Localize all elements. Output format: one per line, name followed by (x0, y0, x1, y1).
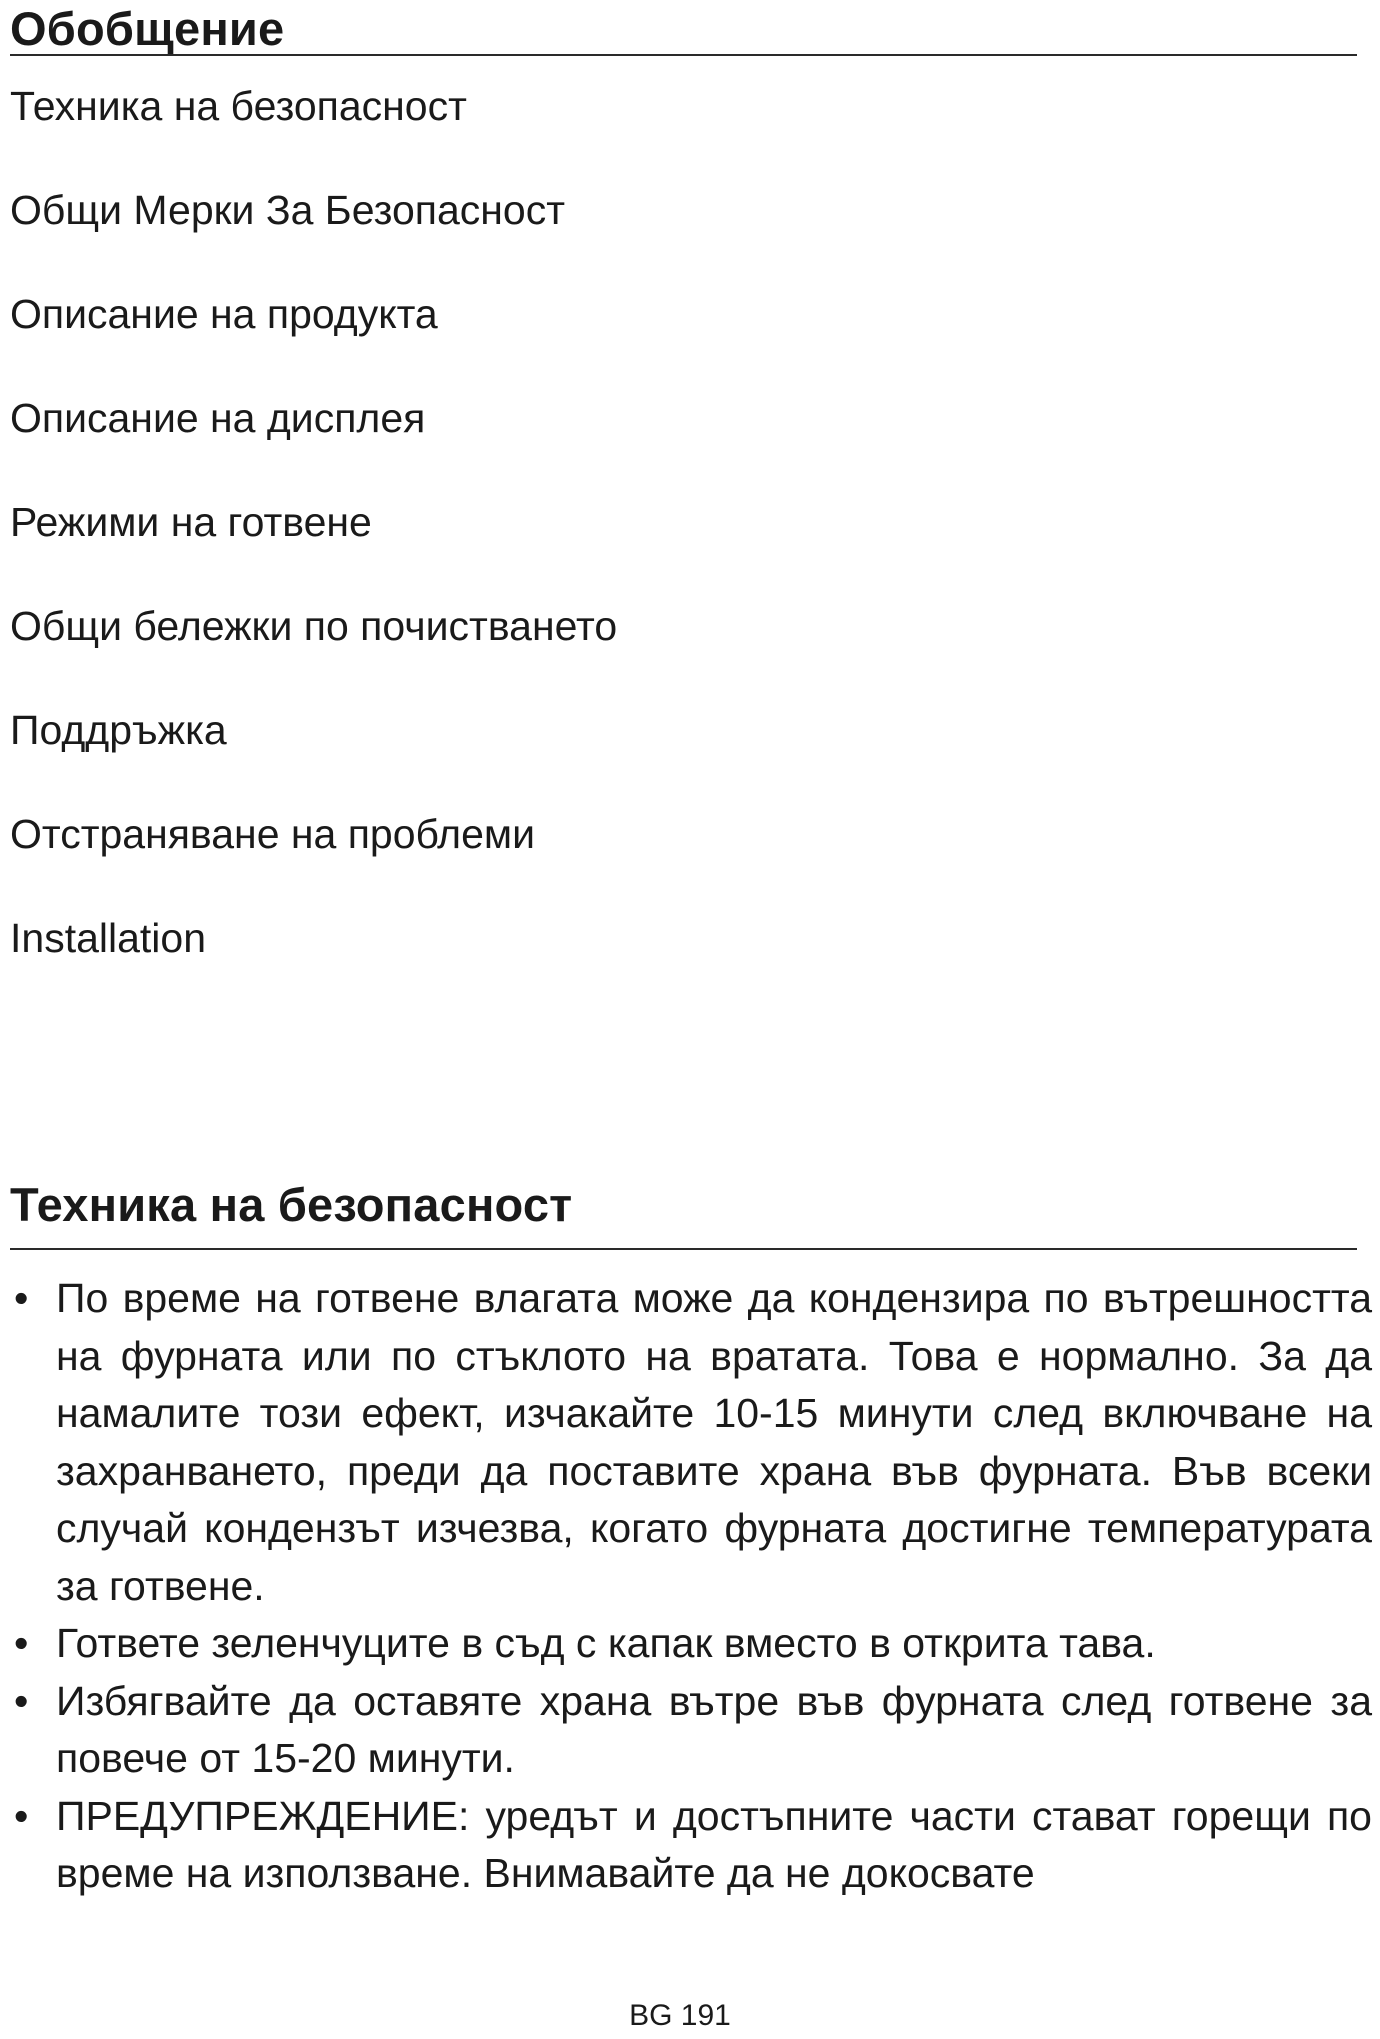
safety-bullet (12, 1788, 1372, 1903)
safety-bullet (12, 1673, 1372, 1788)
bullet-dot-icon: • (14, 1275, 29, 1321)
bullet-text: Гответе зеленчуците в съд с капак вместо в открита тава. (56, 1620, 1156, 1666)
overview-item: Общи Мерки За Безопасност (10, 187, 565, 233)
bullet-text: Избягвайте да оставяте храна вътре във фурната след готвене за повече от 15-20 минути. (56, 1677, 1372, 1781)
bullet-text: По време на готвене влагата може да кондензира по вътрешността на фурната или по стъклото на вратата. Това е нормално. За да намалите този ефект, изчакайте 10-15 минути след включване на захранването, преди да поставите храна във фурната. Във всеки случай кондензът изчезва, когато фурната достигне температурата за готвене. (56, 1275, 1372, 1609)
page-number: BG 191 (629, 1999, 731, 2032)
section-title-safety: Техника на безопасност (10, 1178, 573, 1231)
overview-item: Общи бележки по почистването (10, 603, 618, 649)
safety-bullet-list (12, 1270, 1372, 1903)
safety-bullet (12, 1615, 1372, 1673)
overview-item: Режими на готвене (10, 499, 372, 545)
overview-item: Поддръжка (10, 707, 227, 753)
bullet-dot-icon: • (14, 1677, 29, 1724)
overview-item: Описание на дисплея (10, 395, 426, 441)
bullet-dot-icon: • (14, 1792, 29, 1839)
overview-item: Installation (10, 915, 207, 961)
overview-list (10, 78, 617, 1014)
overview-item: Описание на продукта (10, 291, 438, 337)
title-underline-safety (10, 1248, 1357, 1250)
overview-item: Техника на безопасност (10, 83, 467, 129)
safety-bullet (12, 1270, 1372, 1615)
bullet-dot-icon: • (14, 1620, 29, 1666)
overview-item: Отстраняване на проблеми (10, 811, 535, 857)
section-title-overview: Обобщение (10, 2, 285, 55)
title-underline-overview (10, 54, 1357, 56)
bullet-text: ПРЕДУПРЕЖДЕНИЕ: уредът и достъпните части стават горещи по време на използване. Внимавайте да не докосвате (56, 1792, 1372, 1896)
